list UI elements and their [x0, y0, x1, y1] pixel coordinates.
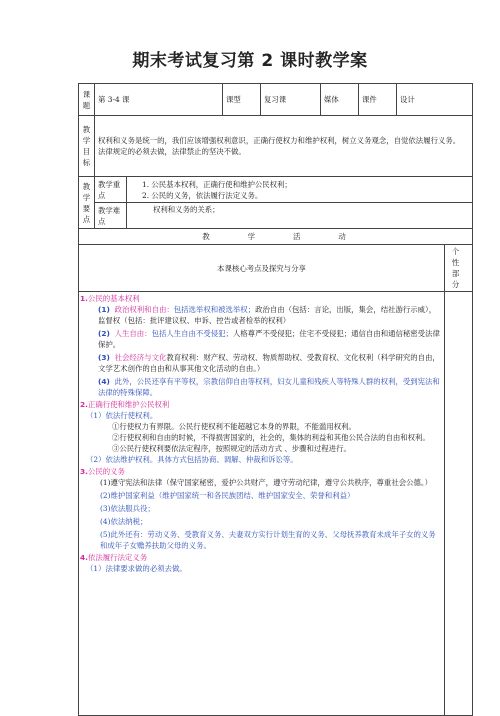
focus-content: [127, 177, 473, 203]
section-4-sub-1: （1）法律要求做的必须去做。: [86, 564, 187, 573]
page-title: 期末考试复习第 2 课时教学案: [132, 51, 368, 71]
section-3-heading: 3.公民的义务: [80, 467, 125, 476]
goals-line-1: 权利和义务是统一的，我们应该增强权利意识，正确行使权力和维护权利，树立义务观念，自觉依法履行义务。: [98, 136, 461, 145]
type-value: 复习课: [261, 84, 321, 116]
goals-line-2: 法律规定的必须去做，法律禁止的坚决不做。: [98, 147, 246, 156]
content-row: [79, 292, 473, 716]
media-label: 媒体: [321, 84, 359, 116]
core-content: [79, 292, 445, 716]
section-2-point-3: ③公民行使权利要依法定程序，按照规定的活动方式 、步骤和过程进行。: [112, 444, 351, 453]
section-4-heading: 4.依法履行法定义务: [80, 553, 148, 562]
section-1-item-1: (1) 政治权利和自由：包括选举权和被选举权；政治自由（包括：言论，出版，集会，结社游行示威），监督权（包括：批评建议权、申诉、控告或者检举的权利）: [98, 305, 437, 325]
topic-value: 第 3-4 课: [95, 84, 223, 116]
section-2-sub-2: （2）依法维护权利。具体方式包括协商、调解、仲裁和诉讼等。: [86, 455, 298, 464]
activity-header: 教学活动: [79, 229, 473, 245]
lesson-plan-table: [78, 83, 473, 716]
focus-item-2: 2. 公民的义务，依法履行法定义务。: [142, 190, 263, 200]
section-2-point-2: ②行使权利和自由的时候，不得损害国家的，社会的，集体的利益和其他公民合法的自由和权利。: [112, 433, 430, 442]
section-2-point-1: ①行使权力有界限。公民行使权利不能超越它本身的界限，不能滥用权利。: [112, 422, 356, 431]
section-2-heading: 2.正确行使和维护公民权利: [80, 400, 170, 409]
topic-label: 课题: [79, 84, 95, 116]
section-1-item-2: (2) 人生自由：包括人生自由不受侵犯；人格尊严不受侵犯；住宅不受侵犯；通信自由和通信秘密受法律保护。: [98, 329, 440, 349]
goals-row: [79, 116, 473, 177]
section-3-item-3: (3)依法服兵役；: [100, 504, 155, 513]
core-header: 本课核心考点及探究与分享: [79, 245, 445, 292]
section-3-item-4: (4)依法纳税；: [100, 517, 148, 526]
difficult-content: 权利和义务的关系；: [127, 203, 473, 229]
focus-row: [79, 177, 473, 203]
focus-label: 教学重点: [95, 177, 127, 203]
section-3-item-2: (2)维护国家利益（维护国家统一和各民族团结、维护国家安全、荣誉和利益）: [100, 491, 355, 500]
difficult-label: 教学难点: [95, 203, 127, 229]
key-points-label: 教学要点: [79, 177, 95, 229]
section-1-item-4: (4) 此外，公民还享有平等权，宗教信仰自由等权利，妇女儿童和残疾人等特殊人群的权利，受到宪法和法律的特殊保障。: [98, 377, 440, 397]
design-label: 设计: [397, 84, 473, 116]
section-1-heading: 1.公民的基本权利: [80, 294, 140, 303]
section-1-item-3: (3) 社会经济与文化教育权利：财产权、劳动权、物质帮助权、受教育权、文化权利（科学研究的自由，文学艺术创作的自由和从事其他文化活动的自由。）: [98, 353, 440, 373]
core-header-row: [79, 245, 473, 292]
media-value: 课件: [359, 84, 397, 116]
section-2-sub-1: （1）依法行使权利。: [86, 411, 158, 420]
section-3-item-1: (1)遵守宪法和法律（保守国家秘密，爱护公共财产，遵守劳动纪律，遵守公共秩序，尊重社会公德。）: [100, 478, 432, 487]
personal-content: [445, 292, 473, 716]
personal-header: 个性部分: [445, 245, 473, 292]
type-label: 课型: [223, 84, 261, 116]
activity-header-row: [79, 229, 473, 245]
goals-label: 教学目标: [79, 116, 95, 177]
goals-content: [95, 116, 473, 177]
section-3-item-5: (5)此外还有：劳动义务、受教育义务、夫妻双方实行计划生育的义务、父母抚养教育未成年子女的义务和成年子女赡养扶助父母的义务。: [100, 530, 436, 550]
focus-item-1: 1. 公民基本权利，正确行使和维护公民权利；: [142, 179, 292, 189]
difficult-row: [79, 203, 473, 229]
header-row: [79, 84, 473, 116]
